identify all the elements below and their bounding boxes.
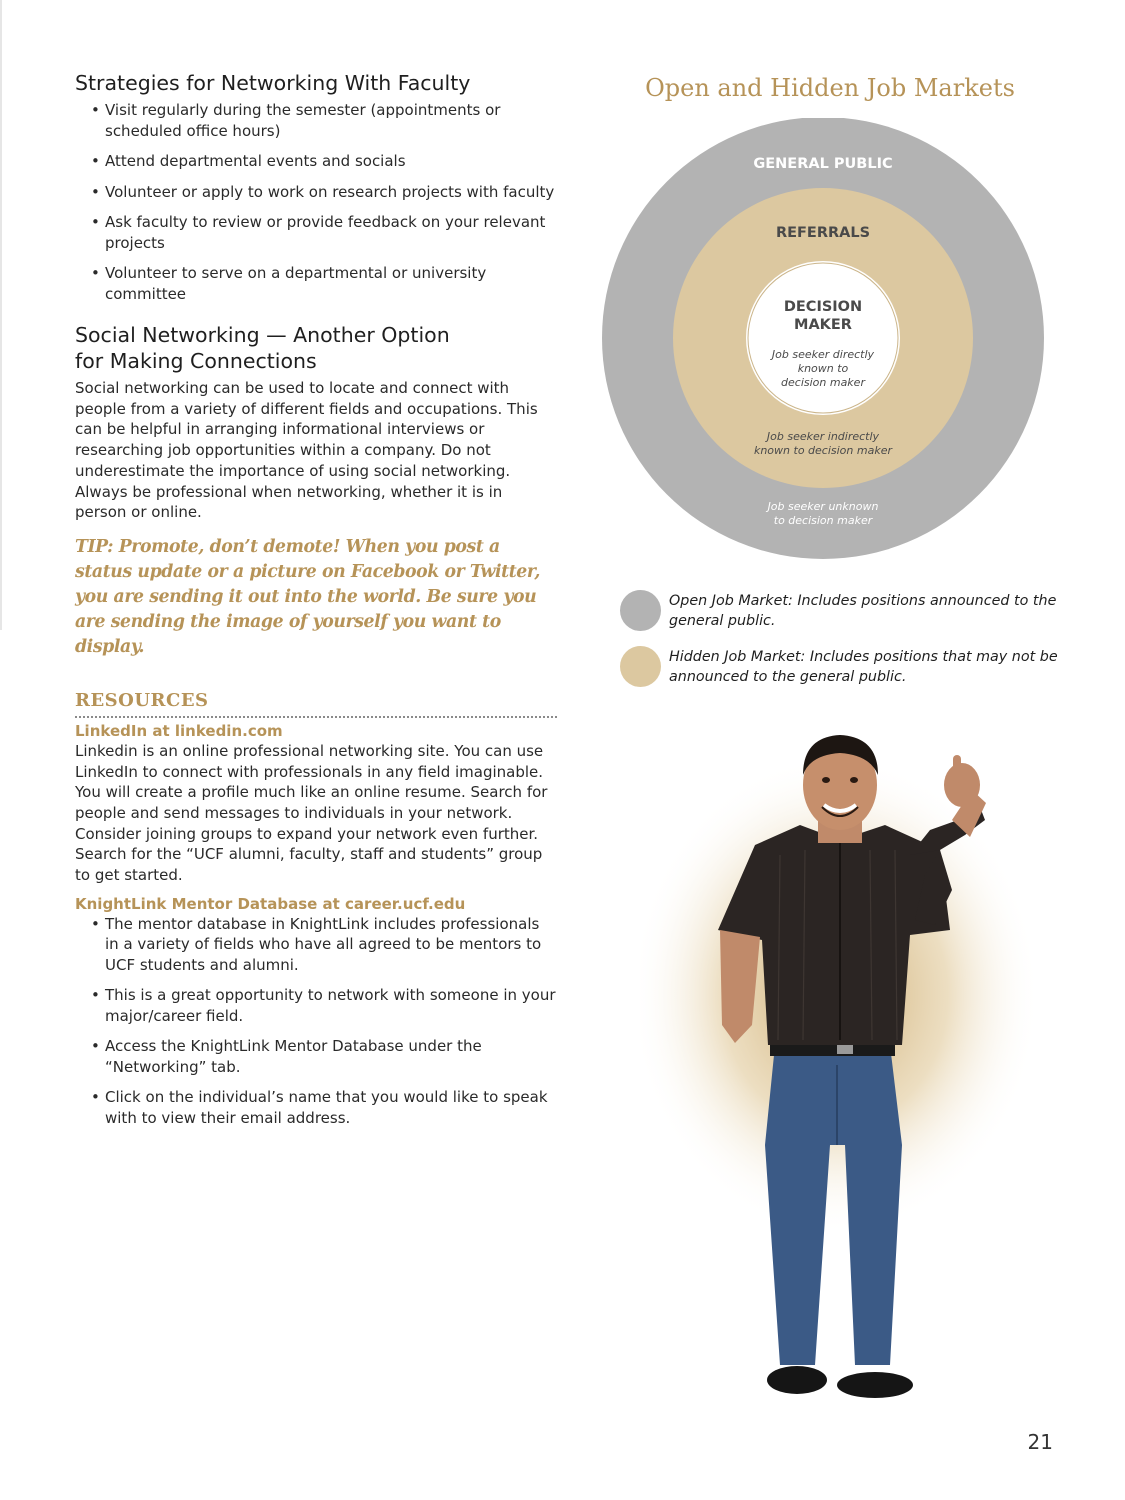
list-item: • The mentor database in KnightLink includes professionals in a variety of fields who have all agreed to be mentors to UCF students and alumni. <box>91 914 557 976</box>
inner-desc-line2: known to <box>797 362 849 375</box>
list-item: • Access the KnightLink Mentor Database under the “Networking” tab. <box>91 1036 557 1077</box>
resources-title: RESOURCES <box>75 690 557 718</box>
list-item: • Click on the individual’s name that you would like to speak with to view their email address. <box>91 1087 557 1128</box>
pointing-finger <box>953 755 961 783</box>
right-shoe <box>837 1372 913 1398</box>
referrals-label: REFERRALS <box>775 225 871 241</box>
left-column <box>75 70 557 1138</box>
social-heading-line1: Social Networking — Another Option <box>75 323 450 347</box>
tip-callout: TIP: Promote, don’t demote! When you post a status update or a picture on Facebook or Twitter, you are sending it out into the world. Be sure you are sending the image of yourself you want to display. <box>75 536 540 657</box>
middle-desc-line1: Job seeker indirectly <box>766 430 880 443</box>
diagram-title: Open and Hidden Job Markets <box>645 74 1015 102</box>
inner-desc-line1: Job seeker directly <box>771 348 875 361</box>
social-heading <box>75 322 557 374</box>
left-shoe <box>767 1366 827 1394</box>
list-item: • Visit regularly during the semester (appointments or scheduled office hours) <box>91 100 557 141</box>
decision-maker-label-line2: MAKER <box>794 317 852 333</box>
page-edge-shadow <box>0 0 2 630</box>
general-public-label: GENERAL PUBLIC <box>753 156 893 172</box>
legend-text: Hidden Job Market: Includes positions that may not be announced to the general public. <box>669 649 1058 685</box>
legend-swatch <box>620 646 661 687</box>
social-paragraph: Social networking can be used to locate and connect with people from a variety of different fields and occupations. This can be helpful in arranging informational interviews or researching job opportunities within a company. Do not underestimate the importance of using social networking. Always be professional when networking, whether it is in person or online. <box>75 379 538 522</box>
outer-desc-line1: Job seeker unknown <box>767 500 879 513</box>
page-number: 21 <box>1027 1430 1053 1454</box>
inner-desc-line3: decision maker <box>781 376 865 389</box>
list-item: • Attend departmental events and socials <box>91 151 557 172</box>
faculty-bullet-list <box>91 100 557 304</box>
middle-desc-line2: known to decision maker <box>753 444 893 457</box>
knightlink-title[interactable]: KnightLink Mentor Database at career.ucf.edu <box>75 894 466 913</box>
legend-swatch <box>620 590 661 631</box>
linkedin-paragraph: Linkedin is an online professional networking site. You can use LinkedIn to connect with professionals in any field imaginable. You will create a profile much like an online resume. Search for people and send messages to individuals in your network. Consider joining groups to expand your network even further. Search for the “UCF alumni, faculty, staff and students” group to get started. <box>75 741 548 885</box>
social-heading-line2: for Making Connections <box>75 349 317 373</box>
list-item: • This is a great opportunity to network with someone in your major/career field. <box>91 985 557 1026</box>
list-item: • Volunteer to serve on a departmental or university committee <box>91 263 557 304</box>
outer-desc-line2: to decision maker <box>773 514 873 527</box>
pointing-hand <box>944 763 980 807</box>
list-item: • Volunteer or apply to work on research projects with faculty <box>91 182 557 203</box>
decision-maker-label-line1: DECISION <box>783 299 863 315</box>
faculty-heading: Strategies for Networking With Faculty <box>75 71 471 95</box>
job-markets-diagram <box>600 118 1045 563</box>
knightlink-bullet-list <box>91 914 557 1129</box>
linkedin-title[interactable]: LinkedIn at linkedin.com <box>75 721 283 740</box>
list-item: • Ask faculty to review or provide feedback on your relevant projects <box>91 212 557 253</box>
smiling-man-pointing-photo <box>640 725 1040 1425</box>
legend-text: Open Job Market: Includes positions announced to the general public. <box>669 593 1057 629</box>
